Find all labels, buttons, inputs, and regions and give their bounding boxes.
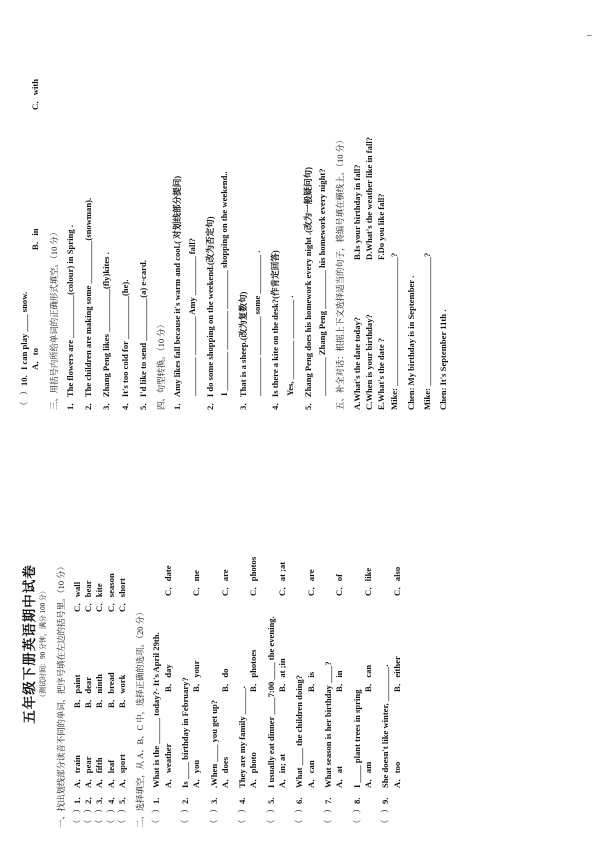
section-4-items bbox=[172, 42, 327, 410]
section-2-items bbox=[151, 460, 402, 828]
option-b: B．ninth bbox=[94, 674, 105, 708]
s2-options-4 bbox=[248, 460, 258, 788]
question-number: 7. bbox=[323, 797, 334, 804]
s4-answer-5[interactable]: _________ Zhang Peng _________ his homework every night? bbox=[317, 168, 328, 396]
s3-item-5[interactable]: 5．I'd like to send __________(a) e-card. bbox=[137, 260, 148, 410]
option-c[interactable]: C．me bbox=[191, 570, 202, 596]
question-number: 6. bbox=[294, 797, 305, 804]
option-c[interactable]: C．at ;at bbox=[277, 561, 288, 596]
s4-answer-3[interactable]: _________ _________ some _________ . bbox=[251, 250, 262, 396]
option-b[interactable]: B．photoes bbox=[248, 649, 259, 692]
s2-options-8 bbox=[363, 460, 373, 788]
s2-question-5[interactable]: （ ） 5. I usually eat dinner ____7:00 ____ the evening. bbox=[266, 460, 276, 828]
option-b[interactable]: B．is bbox=[305, 671, 316, 692]
option-a[interactable]: A．photo bbox=[248, 752, 259, 788]
option-b: B．dear bbox=[82, 676, 93, 708]
option-a[interactable]: A．too bbox=[391, 761, 402, 788]
option-c[interactable]: C．of bbox=[334, 574, 345, 596]
option-c[interactable]: C．are bbox=[305, 569, 316, 596]
question-stem: I ____ plant trees in spring bbox=[351, 689, 362, 788]
question-number: 2． bbox=[82, 791, 93, 804]
option-a: A．sport bbox=[116, 754, 127, 788]
s2-question-8[interactable]: （ ） 8. I ____ plant trees in spring bbox=[352, 460, 362, 828]
option-a: A．train bbox=[71, 755, 82, 788]
s2-options-2 bbox=[191, 460, 201, 788]
page-mark: – bbox=[587, 30, 592, 40]
dialogue-line-4: Chen: It's September 11th . bbox=[438, 309, 449, 410]
option-b[interactable]: B．your bbox=[191, 660, 202, 692]
s4-question-5: 5．Zhang Peng does his homework every night .(改为一般疑问句) bbox=[302, 166, 313, 410]
option-b[interactable]: B．either bbox=[391, 656, 402, 692]
s1-question-1[interactable]: （ ） 1． A．train B．paint C．wall bbox=[71, 581, 82, 828]
option-a: A.What's the date today? bbox=[351, 316, 362, 410]
question-number: 9. bbox=[380, 797, 391, 804]
s2-options-5 bbox=[277, 460, 287, 788]
s4-question-4: 4．Is there a kite on the desk?(作肯定回答) bbox=[270, 250, 281, 410]
option-c: C．kite bbox=[94, 583, 105, 612]
options-row bbox=[376, 42, 386, 410]
question-number: 10. bbox=[19, 375, 29, 386]
option-b[interactable]: B．day bbox=[162, 664, 173, 692]
s3-item-2[interactable]: 2．The children are making some __________(snowman). bbox=[83, 197, 94, 410]
s4-answer-2[interactable]: I _________ _________ _________ shopping on the weekend.. bbox=[219, 171, 230, 396]
dialogue-line-1[interactable]: Mike: ______________________________? bbox=[389, 252, 400, 410]
question-number: 8. bbox=[351, 797, 362, 804]
question-stem: What season is her birthday ____? bbox=[323, 661, 334, 788]
question-number: 5． bbox=[116, 791, 127, 804]
s2-options-7 bbox=[334, 460, 344, 788]
option-c: C．bear bbox=[82, 580, 93, 612]
option-a[interactable]: A．to bbox=[30, 348, 41, 370]
option-a[interactable]: A．am bbox=[362, 761, 373, 788]
option-a[interactable]: A．can bbox=[305, 760, 316, 788]
option-c: C．wall bbox=[71, 581, 82, 612]
option-a[interactable]: A．you bbox=[191, 759, 202, 788]
option-a: A．leaf bbox=[105, 759, 116, 788]
option-c[interactable]: C．photos bbox=[248, 556, 259, 596]
s2-options-1 bbox=[163, 460, 173, 788]
section-1-items bbox=[72, 460, 128, 828]
s4-question-1: 1．Amy likes fall because it's warm and cool.( 对划线部分提问) bbox=[172, 175, 183, 410]
question-stem: They are my family ______. bbox=[237, 686, 248, 788]
section-5-heading: 五、补全对话：根据上下文选择适当的句子，将编号填在横线上。（10 分） bbox=[336, 135, 346, 410]
question-stem: What ____ the children doing? bbox=[294, 674, 305, 788]
s2-options-6 bbox=[306, 460, 316, 788]
s3-item-1[interactable]: 1．The flowers are __________(colour) in Spring . bbox=[64, 225, 75, 410]
s1-question-3[interactable]: （ ） 3． A．fifth B．ninth C．kite bbox=[94, 583, 105, 828]
s2-question-3[interactable]: （ ） 3. .When ____ you get up? bbox=[209, 460, 219, 828]
section-2-heading: 二、选择填空，从 A、B、C 中，选择正确的选项。（20 分） bbox=[136, 607, 146, 828]
option-a: A．pear bbox=[82, 756, 93, 788]
option-c[interactable]: C．also bbox=[391, 566, 402, 596]
option-d: D.What's the weather like in fall? bbox=[363, 136, 374, 260]
left-column bbox=[18, 460, 409, 828]
s4-answer-4[interactable]: Yes, _________ _________ . bbox=[284, 295, 295, 396]
s2-options-10 bbox=[30, 42, 40, 370]
page-title: 五年级下册英语期中试卷 bbox=[22, 564, 37, 724]
s2-question-4[interactable]: （ ） 4. They are my family ______. bbox=[237, 460, 247, 828]
option-b[interactable]: B．can bbox=[362, 664, 373, 692]
option-b[interactable]: B．at ;in bbox=[277, 658, 288, 692]
s2-options-3 bbox=[220, 460, 230, 788]
question-stem: She doesn't like winter, ________. bbox=[380, 664, 391, 788]
question-number: 5. bbox=[265, 797, 276, 804]
option-c[interactable]: C．with bbox=[30, 78, 41, 110]
question-stem: What is the ______ today?- It's April 29th. bbox=[151, 632, 162, 788]
s2-question-1[interactable]: （ ） 1. What is the ______ today?- It's April 29th. bbox=[151, 460, 161, 828]
option-b: B．paint bbox=[71, 674, 82, 708]
s1-question-5[interactable]: （ ） 5． A．sport B．work C．short bbox=[116, 578, 127, 828]
s2-question-7[interactable]: （ ） 7. What season is her birthday ____? bbox=[323, 460, 333, 828]
option-c[interactable]: C．like bbox=[362, 567, 373, 596]
s2-question-6[interactable]: （ ） 6. What ____ the children doing? bbox=[294, 460, 304, 828]
option-c: C.When is your birthday? bbox=[363, 314, 374, 410]
question-stem: .When ____ you get up? bbox=[208, 699, 219, 788]
question-number: 3. bbox=[208, 797, 219, 804]
option-c: C．season bbox=[105, 573, 116, 612]
section-3-heading: 三、用括号内所给单词的正确形式填空。（10 分） bbox=[49, 227, 59, 410]
option-a[interactable]: A．does bbox=[219, 756, 230, 788]
question-number: 1． bbox=[71, 791, 82, 804]
option-e: E.What's the date ? bbox=[376, 337, 387, 410]
section-1-heading: 一、找出划线部分读音不同的单词，把序号填在左边的括号里。（10 分） bbox=[56, 562, 66, 828]
s4-question-3: 3．That is a sheep.(改为复数句) bbox=[237, 291, 248, 410]
option-a[interactable]: A．in; at bbox=[277, 753, 288, 788]
s2-question-9[interactable]: （ ） 9. She doesn't like winter, ________. bbox=[380, 460, 390, 828]
option-b[interactable]: B．do bbox=[219, 668, 230, 692]
s2-options-9 bbox=[392, 460, 402, 788]
exam-subtitle: （测试时间：90 分钟，满分 100 分） bbox=[39, 587, 48, 701]
option-f: F.Do you like fall? bbox=[376, 193, 387, 260]
right-column bbox=[18, 42, 455, 410]
option-b[interactable]: B．in bbox=[334, 670, 345, 692]
option-b: B．bread bbox=[105, 672, 116, 708]
s3-item-3[interactable]: 3．Zhang Peng likes __________(fly)kites . bbox=[101, 252, 112, 410]
s3-item-4[interactable]: 4．It's too cold for __________(he). bbox=[119, 279, 130, 410]
option-c: C．short bbox=[116, 578, 127, 612]
question-stem: Is ____ birthday in February? bbox=[179, 677, 190, 788]
options-row bbox=[352, 42, 362, 410]
section-5-options bbox=[352, 42, 387, 410]
option-b[interactable]: B．in bbox=[30, 228, 41, 250]
dialogue-line-3[interactable]: Mike: ______________________________? bbox=[422, 252, 433, 410]
question-stem: I usually eat dinner ____7:00 ____ the evening. bbox=[265, 616, 276, 788]
s4-question-2: 2．I do some shopping on the weekend.(改为否定句) bbox=[204, 216, 215, 410]
question-number: 1. bbox=[151, 797, 162, 804]
s1-question-2[interactable]: （ ） 2． A．pear B．dear C．bear bbox=[82, 580, 93, 828]
s2-question-2[interactable]: （ ） 2. Is ____ birthday in February? bbox=[180, 460, 190, 828]
option-b: B.Is your birthday in fall? bbox=[351, 164, 362, 260]
option-b: B．work bbox=[116, 674, 127, 708]
s1-question-4[interactable]: （ ） 4． A．leaf B．bread C．season bbox=[105, 573, 116, 828]
option-a[interactable]: A．at bbox=[334, 766, 345, 788]
option-c[interactable]: C．are bbox=[219, 569, 230, 596]
option-a[interactable]: A．weather bbox=[162, 743, 173, 788]
question-stem: I can play ____ snow. bbox=[19, 291, 29, 370]
option-a: A．fifth bbox=[94, 757, 105, 788]
dialogue bbox=[389, 42, 448, 410]
s2-question-10[interactable]: （ ） 10. I can play ____ snow. bbox=[19, 42, 29, 410]
question-number: 4． bbox=[105, 791, 116, 804]
question-number: 2. bbox=[179, 797, 190, 804]
option-c[interactable]: C．date bbox=[162, 565, 173, 596]
options-row bbox=[364, 42, 374, 410]
question-number: 4. bbox=[237, 797, 248, 804]
question-number: 3． bbox=[94, 791, 105, 804]
section-3-items bbox=[65, 42, 149, 410]
dialogue-line-2: Chen: My birthday is in September . bbox=[405, 275, 416, 410]
section-4-heading: 四、句型转换。（10 分） bbox=[157, 319, 167, 410]
s4-answer-1[interactable]: _________ _________ Amy _________ fall? bbox=[186, 237, 197, 396]
